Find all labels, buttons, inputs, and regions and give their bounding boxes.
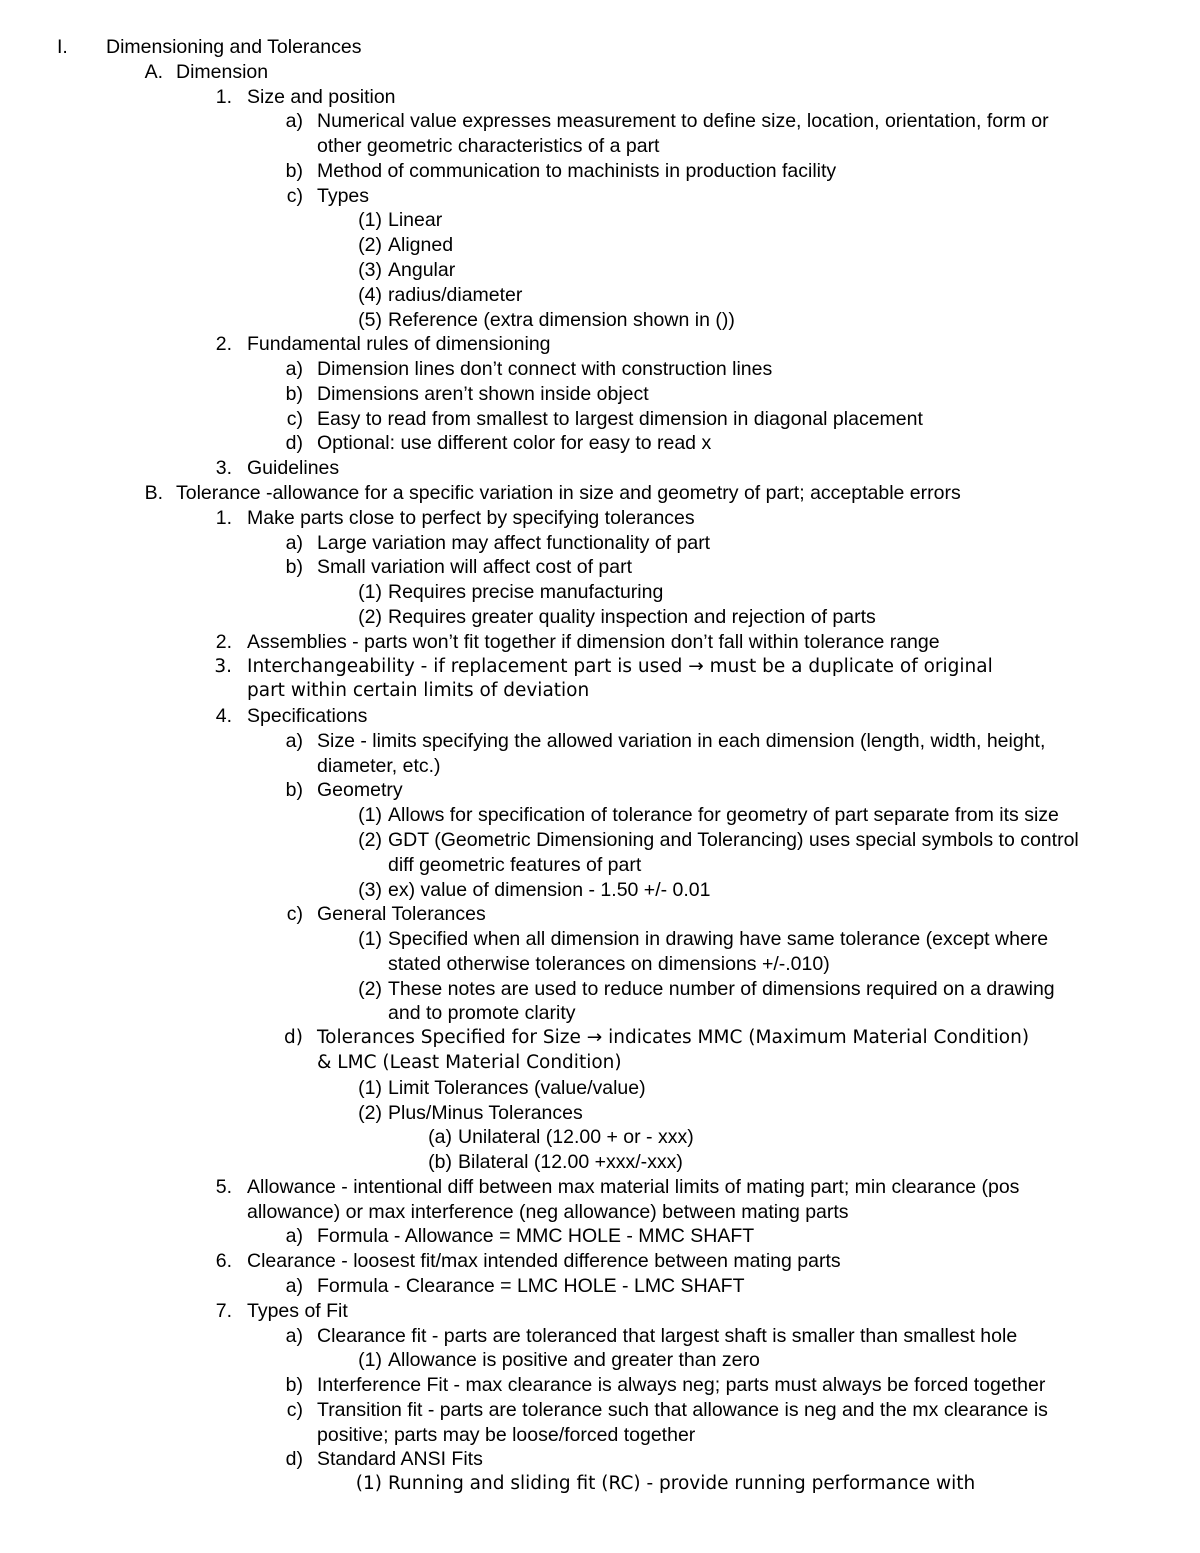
outline-text: Plus/Minus Tolerances [388,1101,583,1124]
list-marker: 1. [215,506,232,529]
list-marker: a) [285,358,303,381]
outline-text: Requires precise manufacturing [388,581,664,604]
list-marker: (5) [358,308,382,331]
outline-text: positive; parts may be loose/forced together [317,1423,696,1446]
outline-text: Size and position [247,85,396,108]
list-marker: b) [285,1374,303,1397]
outline-text: Aligned [388,234,454,257]
list-marker: (a) [428,1126,452,1149]
outline-text: Easy to read from smallest to largest dimension in diagonal placement [317,407,923,430]
outline-text: Dimensions aren’t shown inside object [317,382,649,405]
list-marker: d) [284,1027,303,1049]
outline-text: Fundamental rules of dimensioning [247,333,551,356]
outline-text: Assemblies - parts won’t fit together if dimension don’t fall within tolerance range [247,630,940,653]
list-marker: b) [285,556,303,579]
list-marker: c) [286,1398,303,1421]
list-marker: b) [285,382,303,405]
list-marker: (3) [358,878,382,901]
list-marker: (4) [358,283,382,306]
outline-text: other geometric characteristics of a part [317,135,660,158]
list-marker: c) [286,184,303,207]
outline-text: Tolerance -allowance for a specific variation in size and geometry of part; acceptable errors [176,482,961,505]
outline-text: & LMC (Least Material Condition) [317,1051,622,1073]
outline-text: Specified when all dimension in drawing have same tolerance (except where [388,928,1049,951]
outline-text: Dimension lines don’t connect with construction lines [317,358,773,381]
outline-text: GDT (Geometric Dimensioning and Tolerancing) uses special symbols to control [388,828,1079,851]
outline-text: Formula - Clearance = LMC HOLE - LMC SHAFT [317,1275,745,1297]
outline-text: Make parts close to perfect by specifying tolerances [247,506,695,529]
list-marker: (2) [358,1101,382,1124]
outline-text: stated otherwise tolerances on dimensions +/-.010) [388,952,830,975]
outline-text: Requires greater quality inspection and rejection of parts [388,605,876,628]
outline-text: Geometry [317,779,403,802]
outline-text: Method of communication to machinists in production facility [317,159,837,182]
list-marker: a) [285,531,303,554]
list-marker: b) [285,159,303,182]
outline-text: Allowance is positive and greater than zero [388,1349,760,1372]
outline-text: General Tolerances [317,903,486,926]
list-marker: c) [286,903,303,926]
outline-text: Standard ANSI Fits [317,1448,483,1471]
list-marker: a) [285,1275,303,1297]
outline-text: Transition fit - parts are tolerance such that allowance is neg and the mx clearance is [317,1398,1048,1421]
outline-text: Unilateral (12.00 + or - xxx) [458,1126,694,1149]
list-marker: 2. [215,630,232,653]
outline-text: diff geometric features of part [388,853,642,876]
list-marker: 3. [214,655,232,677]
outline-text: Reference (extra dimension shown in ()) [388,308,735,331]
outline-text: Limit Tolerances (value/value) [388,1076,646,1099]
list-marker: 1. [215,85,232,108]
outline-text: These notes are used to reduce number of dimensions required on a drawing [388,977,1055,1000]
outline-text: Optional: use different color for easy to read x [317,432,712,455]
outline-text: Size - limits specifying the allowed variation in each dimension (length, width, height, [317,729,1046,752]
list-marker: (3) [358,259,382,282]
outline-text: Guidelines [247,457,340,480]
list-marker: (1) [358,581,382,604]
list-marker: 6. [215,1250,232,1273]
outline-text: and to promote clarity [388,1002,576,1025]
list-marker: 4. [215,705,232,728]
outline-text: Running and sliding fit (RC) - provide running performance with [388,1473,976,1495]
list-marker: a) [285,729,303,752]
outline-text: Large variation may affect functionality of part [317,531,711,554]
outline-text: Types [317,184,370,207]
outline-text: allowance) or max interference (neg allowance) between mating parts [247,1200,849,1223]
outline-text: Clearance fit - parts are toleranced that largest shaft is smaller than smallest hole [317,1324,1018,1347]
outline-text: Numerical value expresses measurement to define size, location, orientation, form or [317,110,1049,133]
list-marker: (2) [358,977,382,1000]
list-marker: 5. [215,1175,232,1198]
list-marker: 3. [215,457,232,480]
list-marker: (2) [358,828,382,851]
list-marker: (2) [358,605,382,628]
outline-text: Linear [388,209,443,232]
list-marker: b) [285,779,303,802]
list-marker: 7. [215,1299,232,1322]
list-marker: d) [285,432,303,455]
outline-text: ex) value of dimension - 1.50 +/- 0.01 [388,878,711,901]
list-marker: B. [144,482,163,505]
list-marker: (b) [428,1151,452,1174]
list-marker: I. [57,36,68,58]
list-marker: a) [285,1324,303,1347]
outline-text: Angular [388,259,456,282]
list-marker: a) [285,1225,303,1248]
list-marker: a) [285,110,303,133]
outline-text: Allows for specification of tolerance for geometry of part separate from its size [388,804,1059,827]
list-marker: (1) [355,1473,382,1495]
outline-text: Interchangeability - if replacement part is used → must be a duplicate of original [247,655,993,677]
outline-text: Allowance - intentional diff between max material limits of mating part; min clearance (pos [247,1175,1020,1198]
outline-text: Formula - Allowance = MMC HOLE - MMC SHAFT [317,1225,755,1248]
outline-text: Small variation will affect cost of part [317,556,633,579]
outline-text: diameter, etc.) [317,754,441,777]
outline-text: Tolerances Specified for Size → indicates MMC (Maximum Material Condition) [317,1027,1030,1049]
outline-text: Dimension [176,60,269,83]
list-marker: (1) [358,209,382,232]
list-marker: (1) [358,928,382,951]
list-marker: (1) [358,804,382,827]
list-marker: 2. [215,333,232,356]
outline-text: part within certain limits of deviation [247,680,590,702]
outline-text: Dimensioning and Tolerances [106,36,362,58]
list-marker: d) [285,1448,303,1471]
list-marker: A. [144,60,163,83]
list-marker: (1) [358,1349,382,1372]
outline-text: Types of Fit [247,1299,348,1322]
outline-text: Bilateral (12.00 +xxx/-xxx) [458,1151,683,1174]
list-marker: (2) [358,234,382,257]
list-marker: (1) [358,1076,382,1099]
outline-text: radius/diameter [388,283,523,306]
outline-text: Specifications [247,705,368,728]
list-marker: c) [286,407,303,430]
outline-text: Clearance - loosest fit/max intended difference between mating parts [247,1250,841,1273]
outline-text: Interference Fit - max clearance is always neg; parts must always be forced together [317,1374,1046,1397]
